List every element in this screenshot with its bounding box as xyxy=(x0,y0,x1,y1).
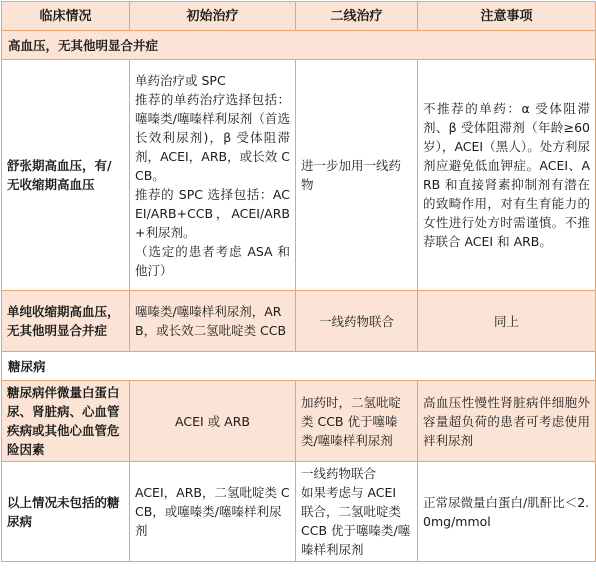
section-diabetes: 糖尿病 xyxy=(2,352,596,381)
row-notes: 不推荐的单药：α 受体阻滞剂、β 受体阻滞剂（年龄≥60 岁），ACEI（黑人）。处方利尿剂应避免低血钾症。ACEI、ARB 和直接肾素抑制剂有潜在的致畸作用，对有生育能力的女性进行处方时需谨慎。不推荐联合 ACEI 和 ARB。 xyxy=(418,60,596,291)
header-notes: 注意事项 xyxy=(418,2,596,31)
row-second-line-treatment: 一线药物联合 xyxy=(296,291,418,352)
row-condition: 舒张期高血压，有/无收缩期高血压 xyxy=(2,60,130,291)
section-hypertension: 高血压，无其他明显合并症 xyxy=(2,31,596,60)
row-condition: 单纯收缩期高血压，无其他明显合并症 xyxy=(2,291,130,352)
initial-line: 单药治疗或 SPC xyxy=(135,72,226,88)
row-initial-treatment: 噻嗪类/噻嗪样利尿剂，ARB，或长效二氢吡啶类 CCB xyxy=(130,291,296,352)
row-notes: 高血压性慢性肾脏病伴细胞外容量超负荷的患者可考虑使用袢利尿剂 xyxy=(418,381,596,462)
initial-line: 推荐的 SPC 选择包括：ACEI/ARB+CCB，ACEI/ARB+利尿剂。 xyxy=(135,186,290,240)
header-row xyxy=(2,2,596,31)
initial-line: （选定的患者考虑 ASA 和他汀） xyxy=(135,243,290,278)
initial-line: 推荐的单药治疗选择包括：噻嗪类/噻嗪样利尿剂（首选长效利尿剂)，β 受体阻滞剂，ACEI，ARB，或长效 CCB。 xyxy=(135,91,290,183)
table-row xyxy=(2,462,596,562)
table-row xyxy=(2,381,596,462)
table-row xyxy=(2,60,596,291)
row-condition: 以上情况未包括的糖尿病 xyxy=(2,462,130,562)
row-initial-treatment xyxy=(130,60,296,291)
row-condition: 糖尿病伴微量白蛋白尿、肾脏病、心血管疾病或其他心血管危险因素 xyxy=(2,381,130,462)
row-notes: 正常尿微量白蛋白/肌酐比＜2.0mg/mmol xyxy=(418,462,596,562)
row-notes: 同上 xyxy=(418,291,596,352)
table-row xyxy=(2,291,596,352)
header-second-line-treatment: 二线治疗 xyxy=(296,2,418,31)
row-second-line-treatment: 一线药物联合 如果考虑与 ACEI 联合，二氢吡啶类 CCB 优于噻嗪类/噻嗪样利尿剂 xyxy=(296,462,418,562)
row-initial-treatment: ACEI，ARB，二氢吡啶类 CCB，或噻嗪类/噻嗪样利尿剂 xyxy=(130,462,296,562)
row-second-line-treatment: 加药时，二氢吡啶类 CCB 优于噻嗪类/噻嗪样利尿剂 xyxy=(296,381,418,462)
header-condition: 临床情况 xyxy=(2,2,130,31)
row-initial-treatment: ACEI 或 ARB xyxy=(130,381,296,462)
treatment-table xyxy=(1,1,596,562)
row-second-line-treatment: 进一步加用一线药物 xyxy=(296,60,418,291)
header-initial-treatment: 初始治疗 xyxy=(130,2,296,31)
